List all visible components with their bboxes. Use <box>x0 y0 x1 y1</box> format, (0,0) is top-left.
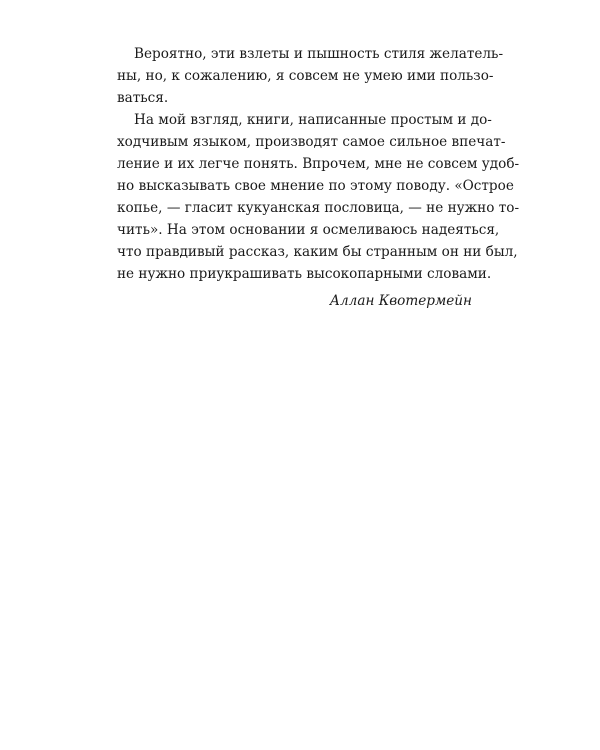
text-block <box>117 43 520 312</box>
paragraph-2 <box>117 109 520 285</box>
paragraph-1 <box>117 43 504 109</box>
author-signature: Аллан Квотермейн <box>329 293 472 309</box>
text-line: чить». На этом основании я осмеливаюсь надеяться, <box>117 222 500 238</box>
text-line: ваться. <box>117 90 169 106</box>
text-line: не нужно приукрашивать высокопарными словами. <box>117 266 492 282</box>
text-line: что правдивый рассказ, каким бы странным он ни был, <box>117 244 518 260</box>
text-line: На мой взгляд, книги, написанные простым и до- <box>134 112 492 128</box>
text-line: копье, — гласит кукуанская пословица, — не нужно то- <box>117 200 520 216</box>
text-line: но высказывать свое мнение по этому поводу. «Острое <box>117 178 514 194</box>
text-line: ление и их легче понять. Впрочем, мне не совсем удоб- <box>117 156 520 172</box>
text-line: ходчивым языком, производят самое сильное впечат- <box>117 134 506 150</box>
text-line: Вероятно, эти взлеты и пышность стиля желатель- <box>134 46 504 62</box>
text-line: ны, но, к сожалению, я совсем не умею ими пользо- <box>117 68 494 84</box>
